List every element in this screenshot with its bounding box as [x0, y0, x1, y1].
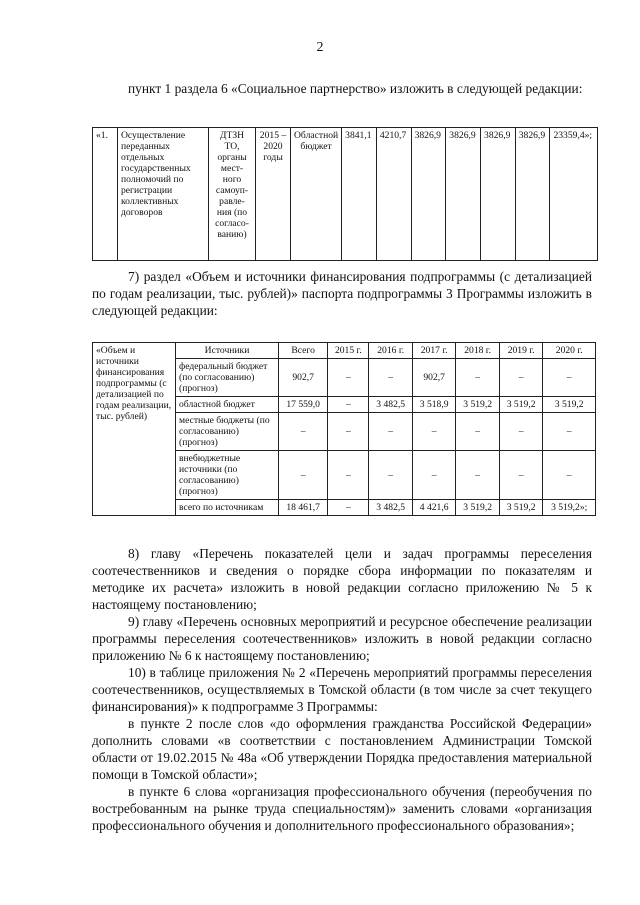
header-cell: 2019 г. — [499, 343, 542, 359]
funding-label-cell: «Объем и источники финансирования подпрограммы (с детализацией по годам реализации, тыс. рублей) — [93, 343, 176, 516]
period-cell: 2015 – 2020 годы — [256, 128, 291, 261]
data-cell: – — [279, 451, 328, 500]
data-cell: 902,7 — [412, 359, 455, 397]
source-name-cell: всего по источникам — [176, 500, 279, 516]
header-cell: 2015 г. — [328, 343, 369, 359]
data-cell: 3 519,2 — [499, 500, 542, 516]
funding-table — [92, 342, 596, 516]
data-cell: – — [499, 413, 542, 451]
source-name-cell: внебюджетные источники (по согласованию) (прогноз) — [176, 451, 279, 500]
header-cell: Всего — [279, 343, 328, 359]
data-cell: 3 482,5 — [369, 500, 412, 516]
section-10-clause-2: в пункте 2 после слов «до оформления гражданства Российской Федерации» дополнить словами «в соответствии с постановлением Администрации Томской области от 19.02.2015 № 48а «Об утверждении Порядка предоставления материальной помощи в Томской области»; — [92, 716, 592, 782]
section-10-clause-6: в пункте 6 слова «организация профессионального обучения (переобучения по востребованным на рынке труда специальностям)» заменить словами «организация профессионального обучения и дополнительного профессионального образования»; — [92, 784, 592, 833]
data-cell: – — [328, 413, 369, 451]
data-cell: 18 461,7 — [279, 500, 328, 516]
data-cell: – — [456, 413, 499, 451]
partnership-table — [92, 127, 598, 261]
header-cell: Источники — [176, 343, 279, 359]
section-10-paragraph: 10) в таблице приложения № 2 «Перечень мероприятий программы переселения соотечественников, осуществляемых в Томской области (в том числе за счет текущего финансирования)» к подпрограмме 3 Программы: — [92, 665, 592, 714]
data-cell: 17 559,0 — [279, 397, 328, 413]
data-cell: 902,7 — [279, 359, 328, 397]
data-cell: – — [412, 451, 455, 500]
source-cell: Областной бюджет — [291, 128, 342, 261]
header-cell: 2018 г. — [456, 343, 499, 359]
data-cell: 3 519,2 — [456, 397, 499, 413]
data-cell: – — [279, 413, 328, 451]
data-cell: – — [456, 359, 499, 397]
data-cell: 3 519,2 — [456, 500, 499, 516]
data-cell: – — [499, 359, 542, 397]
value-cell: 3826,9 — [446, 128, 481, 261]
data-cell: – — [456, 451, 499, 500]
data-cell: – — [543, 451, 596, 500]
section-9-paragraph: 9) главу «Перечень основных мероприятий и ресурсное обеспечение реализации программы переселения соотечественников» изложить в новой редакции согласно приложению № 6 к настоящему постановлению; — [92, 614, 592, 663]
data-cell: 3 519,2 — [499, 397, 542, 413]
data-cell: – — [543, 413, 596, 451]
data-cell: 4 421,6 — [412, 500, 455, 516]
source-name-cell: федеральный бюджет (по согласованию) (прогноз) — [176, 359, 279, 397]
value-cell: 3841,1 — [342, 128, 377, 261]
table-row — [93, 128, 598, 261]
data-cell: – — [369, 413, 412, 451]
data-cell: – — [369, 359, 412, 397]
value-cell: 3826,9 — [481, 128, 516, 261]
header-cell: 2017 г. — [412, 343, 455, 359]
data-cell: – — [412, 413, 455, 451]
data-cell: – — [369, 451, 412, 500]
section-8-paragraph: 8) главу «Перечень показателей цели и задач программы переселения соотечественников и сведения о порядке сбора информации по показателям и методике их расчета» изложить в новой редакции согласно приложению № 5 к настоящему постановлению; — [92, 546, 592, 612]
data-cell: 3 482,5 — [369, 397, 412, 413]
source-name-cell: областной бюджет — [176, 397, 279, 413]
table-header-row — [93, 343, 596, 359]
data-cell: – — [328, 451, 369, 500]
data-cell: 3 519,2 — [543, 397, 596, 413]
header-cell: 2020 г. — [543, 343, 596, 359]
value-cell: 23359,4»; — [550, 128, 598, 261]
data-cell: 3 518,9 — [412, 397, 455, 413]
data-cell: – — [328, 397, 369, 413]
value-cell: 4210,7 — [376, 128, 411, 261]
source-name-cell: местные бюджеты (по согласованию) (прогноз) — [176, 413, 279, 451]
data-cell: – — [543, 359, 596, 397]
value-cell: 3826,9 — [411, 128, 446, 261]
data-cell: 3 519,2»; — [543, 500, 596, 516]
action-cell: Осуществление переданных отдельных государственных полномочий по регистрации коллективных договоров — [118, 128, 209, 261]
data-cell: – — [499, 451, 542, 500]
executor-cell: ДТЗН ТО, органы мест-ного самоуп-равле-ния (по согласо-ванию) — [209, 128, 256, 261]
page-number: 2 — [316, 40, 324, 55]
value-cell: 3826,9 — [515, 128, 550, 261]
header-cell: 2016 г. — [369, 343, 412, 359]
section-7-paragraph: 7) раздел «Объем и источники финансирования подпрограммы (с детализацией по годам реализации, тыс. рублей)» паспорта подпрограммы 3 Программы изложить в следующей редакции: — [92, 269, 592, 318]
data-cell: – — [328, 500, 369, 516]
row-number: «1. — [93, 128, 118, 261]
intro-paragraph: пункт 1 раздела 6 «Социальное партнерство» изложить в следующей редакции: — [128, 81, 583, 96]
data-cell: – — [328, 359, 369, 397]
